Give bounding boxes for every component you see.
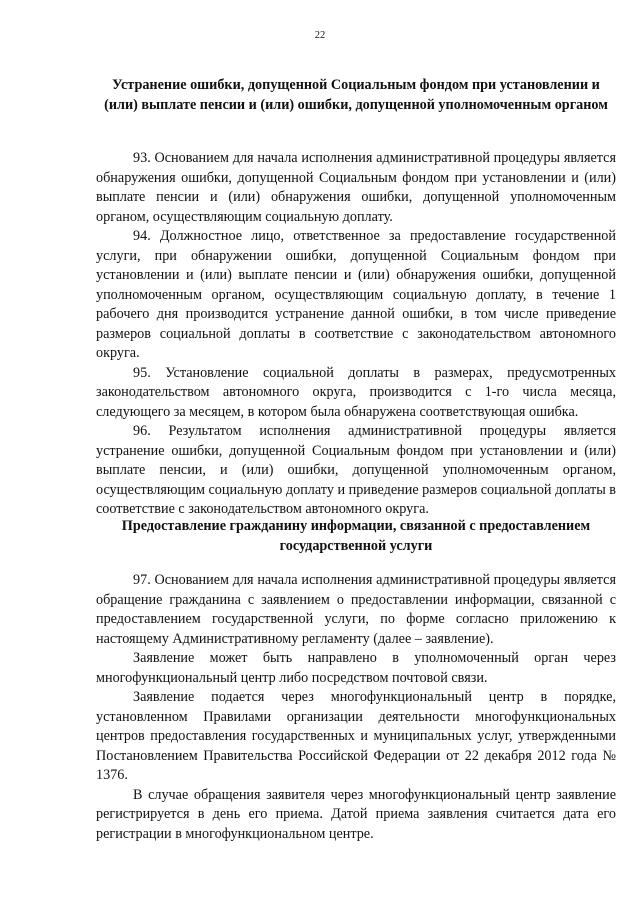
paragraph-application-mfc: Заявление подается через многофункциональный центр в порядке, установленном Правилами организации деятельности многофункциональных центров предоставления государственных и муниципальных услуг, утвержденными Постановлением Правительства Российской Федерации от 22 декабря 2012 года № 1376. bbox=[96, 689, 616, 783]
section-heading-information: Предоставление гражданину информации, связанной с предоставлением государственной услуги bbox=[121, 518, 591, 554]
paragraph-97: 97. Основанием для начала исполнения административной процедуры является обращение гражданина с заявлением о предоставлении информации, связанной с предоставлением государственной услуги, по форме согласно приложению к настоящему Административному регламенту (далее – заявление). bbox=[96, 572, 616, 647]
paragraph-application-channel: Заявление может быть направлено в уполномоченный орган через многофункциональный центр либо посредством почтовой связи. bbox=[96, 650, 616, 686]
section-heading-error-correction: Устранение ошибки, допущенной Социальным фондом при установлении и (или) выплате пенсии и (или) ошибки, допущенной уполномоченным органом bbox=[104, 77, 608, 113]
paragraph-94: 94. Должностное лицо, ответственное за предоставление государственной услуги, при обнаружении ошибки, допущенной Социальным фондом при установлении и (или) выплате пенсии и (или) обнаружения ошибки, допущенной уполномоченным органом, осуществляющим социальную доплату, в течение 1 рабочего дня производится устранение данной ошибки, в том числе приведение размеров социальной доплаты в соответствие с законодательством автономного округа. bbox=[96, 228, 616, 361]
paragraph-93: 93. Основанием для начала исполнения административной процедуры является обнаружения ошибки, допущенной Социальным фондом при установлении и (или) выплате пенсии и (или) обнаружения ошибки, допущенной уполномоченным органом, осуществляющим социальную доплату. bbox=[96, 150, 616, 225]
paragraph-95: 95. Установление социальной доплаты в размерах, предусмотренных законодательством автономного округа, производится с 1-го числа месяца, следующего за месяцем, в котором была обнаружена соответствующая ошибка. bbox=[96, 364, 616, 420]
page-number: 22 bbox=[314, 30, 326, 41]
paragraph-96: 96. Результатом исполнения административной процедуры является устранение ошибки, допущенной Социальным фондом при установлении и (или) выплате пенсии, и (или) ошибки, допущенной уполномоченным органом, осуществляющим социальную доплату и приведение размеров социальной доплаты в соответствие с законодательством автономного округа. bbox=[96, 423, 616, 517]
section-body-error-correction bbox=[96, 149, 616, 520]
section-body-information bbox=[96, 571, 616, 844]
paragraph-registration: В случае обращения заявителя через многофункциональный центр заявление регистрируется в день его приема. Датой приема заявления считается дата его регистрации в многофункциональном центре. bbox=[96, 786, 616, 842]
